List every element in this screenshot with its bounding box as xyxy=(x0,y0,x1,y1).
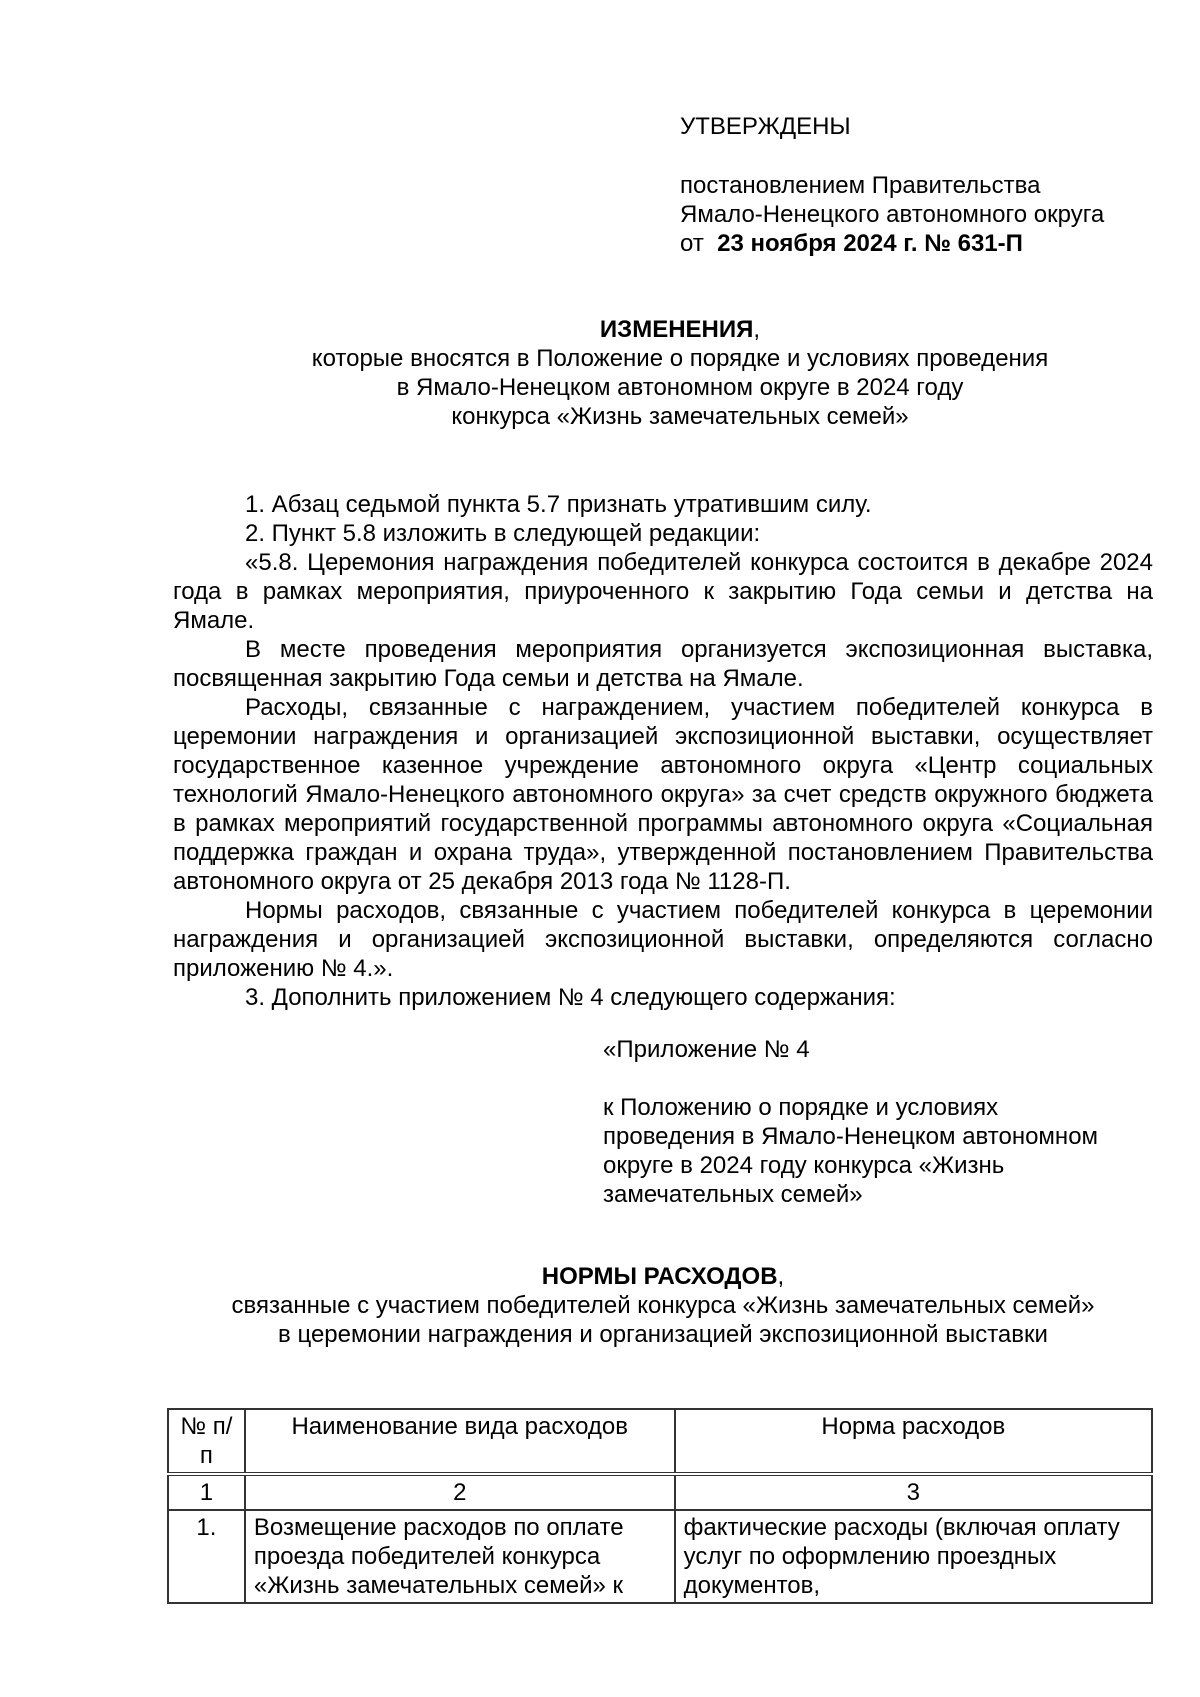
approval-line-1: постановлением Правительства xyxy=(680,172,1041,199)
appendix-line-5: замечательных семей» xyxy=(603,1181,863,1208)
appendix-line-2: к Положению о порядке и условиях xyxy=(603,1094,999,1121)
table-cell: фактические расходы (включая оплату услуг по оформлению проездных документов, xyxy=(675,1510,1152,1603)
table-cell: 1. xyxy=(168,1510,245,1603)
appendix-line-3: проведения в Ямало-Ненецком автономном xyxy=(603,1123,1099,1150)
table-row xyxy=(168,1510,1152,1603)
title-line-2: в Ямало-Ненецком автономном округе в 2024 году xyxy=(396,374,964,401)
document-title xyxy=(180,315,1180,431)
norms-heading: НОРМЫ РАСХОДОВ xyxy=(541,1263,778,1290)
approval-heading: УТВЕРЖДЕНЫ xyxy=(680,113,851,140)
norms-heading-line xyxy=(173,1262,1153,1291)
title-line-3: конкурса «Жизнь замечательных семей» xyxy=(451,403,909,430)
approval-date-line xyxy=(680,229,1104,258)
table-number-cell: 1 xyxy=(168,1474,245,1510)
title-heading-line xyxy=(180,315,1180,344)
table-cell: Возмещение расходов по оплате проезда победителей конкурса «Жизнь замечательных семей» к xyxy=(245,1510,675,1603)
paragraph-2: 2. Пункт 5.8 изложить в следующей редакции: xyxy=(245,520,761,547)
document-body xyxy=(173,490,1153,1012)
table-header-row xyxy=(168,1409,1152,1474)
approval-date-number: 23 ноября 2024 г. № 631-П xyxy=(717,230,1023,257)
table-header-cell: Наименование вида расходов xyxy=(245,1409,675,1474)
approval-line-2: Ямало-Ненецкого автономного округа xyxy=(680,201,1105,228)
paragraph-7: 3. Дополнить приложением № 4 следующего содержания: xyxy=(245,984,896,1011)
table-number-row xyxy=(168,1474,1152,1510)
paragraph-1: 1. Абзац седьмой пункта 5.7 признать утратившим силу. xyxy=(245,491,872,518)
norms-title xyxy=(173,1262,1153,1349)
table-number-cell: 2 xyxy=(245,1474,675,1510)
table-header-cell: № п/п xyxy=(168,1409,245,1474)
title-line-1: которые вносятся в Положение о порядке и условиях проведения xyxy=(311,345,1049,372)
appendix-line-1: «Приложение № 4 xyxy=(603,1036,810,1063)
table-header-cell: Норма расходов xyxy=(675,1409,1152,1474)
paragraph-4: В месте проведения мероприятия организуется экспозиционная выставка, посвященная закрытию Года семьи и детства на Ямале. xyxy=(173,636,1153,692)
title-heading: ИЗМЕНЕНИЯ xyxy=(599,316,754,343)
approval-stamp xyxy=(680,112,1104,258)
norms-table xyxy=(167,1408,1153,1604)
norms-comma: , xyxy=(777,1263,785,1290)
appendix-line-4: округе в 2024 году конкурса «Жизнь xyxy=(603,1152,1005,1179)
paragraph-3: «5.8. Церемония награждения победителей конкурса состоится в декабре 2024 года в рамках мероприятия, приуроченного к закрытию Года семьи и детства на Ямале. xyxy=(173,549,1153,634)
table-number-cell: 3 xyxy=(675,1474,1152,1510)
paragraph-5: Расходы, связанные с награждением, участием победителей конкурса в церемонии награждения и организацией экспозиционной выставки, осуществляет государственное казенное учреждение автономного округа «Центр социальных технологий Ямало-Ненецкого автономного округа» за счет средств окружного бюджета в рамках мероприятий государственной программы автономного округа «Социальная поддержка граждан и охрана труда», утвержденной постановлением Правительства автономного округа от 25 декабря 2013 года № 1128-П. xyxy=(173,694,1153,895)
approval-prefix: от xyxy=(680,230,704,257)
norms-line-2: в церемонии награждения и организацией экспозиционной выставки xyxy=(278,1321,1048,1348)
paragraph-6: Нормы расходов, связанные с участием победителей конкурса в церемонии награждения и организацией экспозиционной выставки, определяются согласно приложению № 4.». xyxy=(173,897,1153,982)
appendix-header xyxy=(603,1035,1098,1209)
title-comma: , xyxy=(753,316,761,343)
norms-line-1: связанные с участием победителей конкурса «Жизнь замечательных семей» xyxy=(231,1292,1095,1319)
